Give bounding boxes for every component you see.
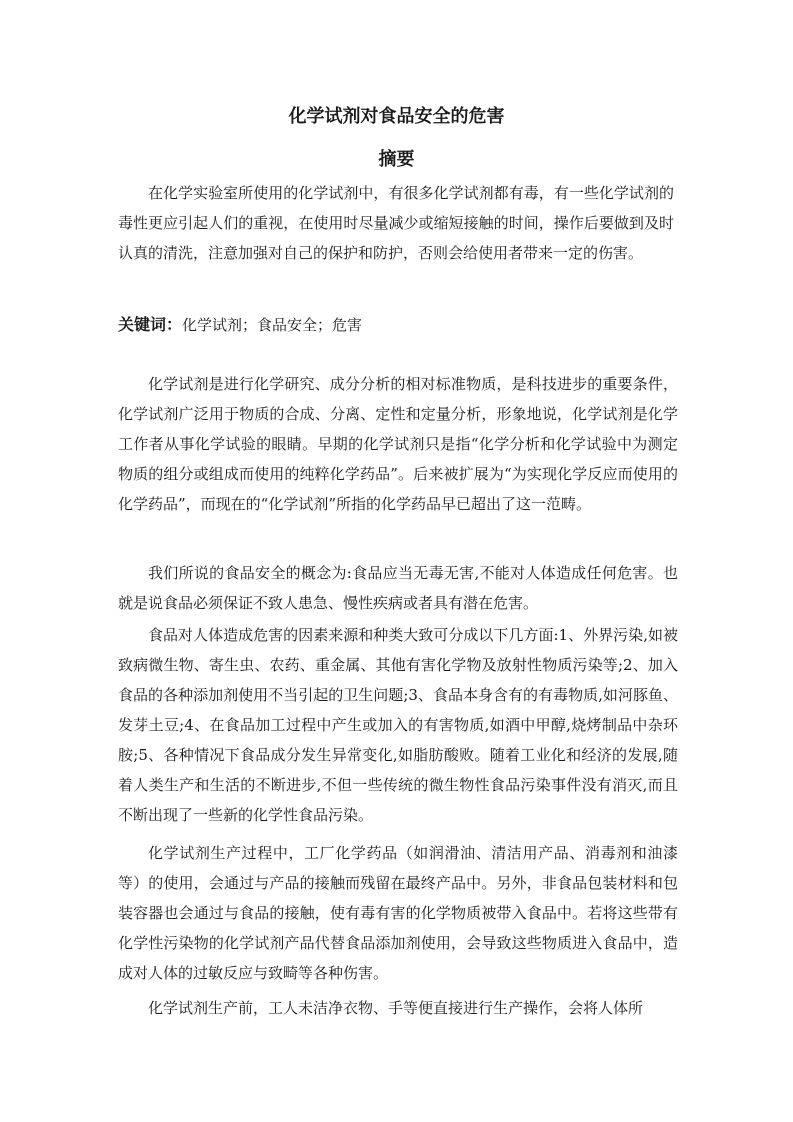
keywords-label: 关键词： xyxy=(118,315,183,334)
abstract-paragraph: 在化学实验室所使用的化学试剂中，有很多化学试剂都有毒，有一些化学试剂的毒性更应引起人们的重视，在使用时尽量减少或缩短接触的时间，操作后要做到及时认真的清洗，注意加强对自己的保护和防护，否则会给使用者带来一定的伤害。 xyxy=(118,184,674,262)
body-paragraph: 化学试剂是进行化学研究、成分分析的相对标准物质，是科技进步的重要条件，化学试剂广泛用于物质的合成、分离、定性和定量分析，形象地说，化学试剂是化学工作者从事化学试验的眼睛。早期的化学试剂只是指“化学分析和化学试验中为测定物质的组分或组成而使用的纯粹化学药品”。后来被扩展为“为实现化学反应而使用的化学药品”，而现在的“化学试剂”所指的化学药品早已超出了这一范畴。 xyxy=(118,375,678,513)
keywords-line xyxy=(118,312,678,338)
body-paragraph: 化学试剂生产前，工人未洁净衣物、手等便直接进行生产操作，会将人体所 xyxy=(148,999,644,1017)
keywords-text: 化学试剂；食品安全；危害 xyxy=(182,316,363,334)
abstract-heading: 摘要 xyxy=(378,149,415,170)
body-paragraph: 食品对人体造成危害的因素来源和种类大致可分成以下几方面:1、外界污染,如被致病微生物、寄生虫、农药、重金属、其他有害化学物及放射性物质污染等;2、加入食品的各种添加剂使用不当引起的卫生问题;3、食品本身含有的有毒物质,如河豚鱼、发芽土豆;4、在食品加工过程中产生或加入的有害物质,如酒中甲醇,烧烤制品中杂环胺;5、各种情况下食品成分发生异常变化,如脂肪酸败。随着工业化和经济的发展,随着人类生产和生活的不断进步,不但一些传统的微生物性食品污染事件没有消灭,而且不断出现了一些新的化学性食品污染。 xyxy=(118,626,678,824)
body-paragraph: 我们所说的食品安全的概念为:食品应当无毒无害,不能对人体造成任何危害。也就是说食品必须保证不致人患急、慢性疾病或者具有潜在危害。 xyxy=(118,564,678,612)
document-title: 化学试剂对食品安全的危害 xyxy=(288,106,505,127)
body-paragraph: 化学试剂生产过程中，工厂化学药品（如润滑油、清洁用产品、消毒剂和油漆等）的使用，会通过与产品的接触而残留在最终产品中。另外，非食品包装材料和包装容器也会通过与食品的接触，使有毒有害的化学物质被带入食品中。若将这些带有化学性污染物的化学试剂产品代替食品添加剂使用，会导致这些物质进入食品中，造成对人体的过敏反应与致畸等各种伤害。 xyxy=(118,844,678,982)
